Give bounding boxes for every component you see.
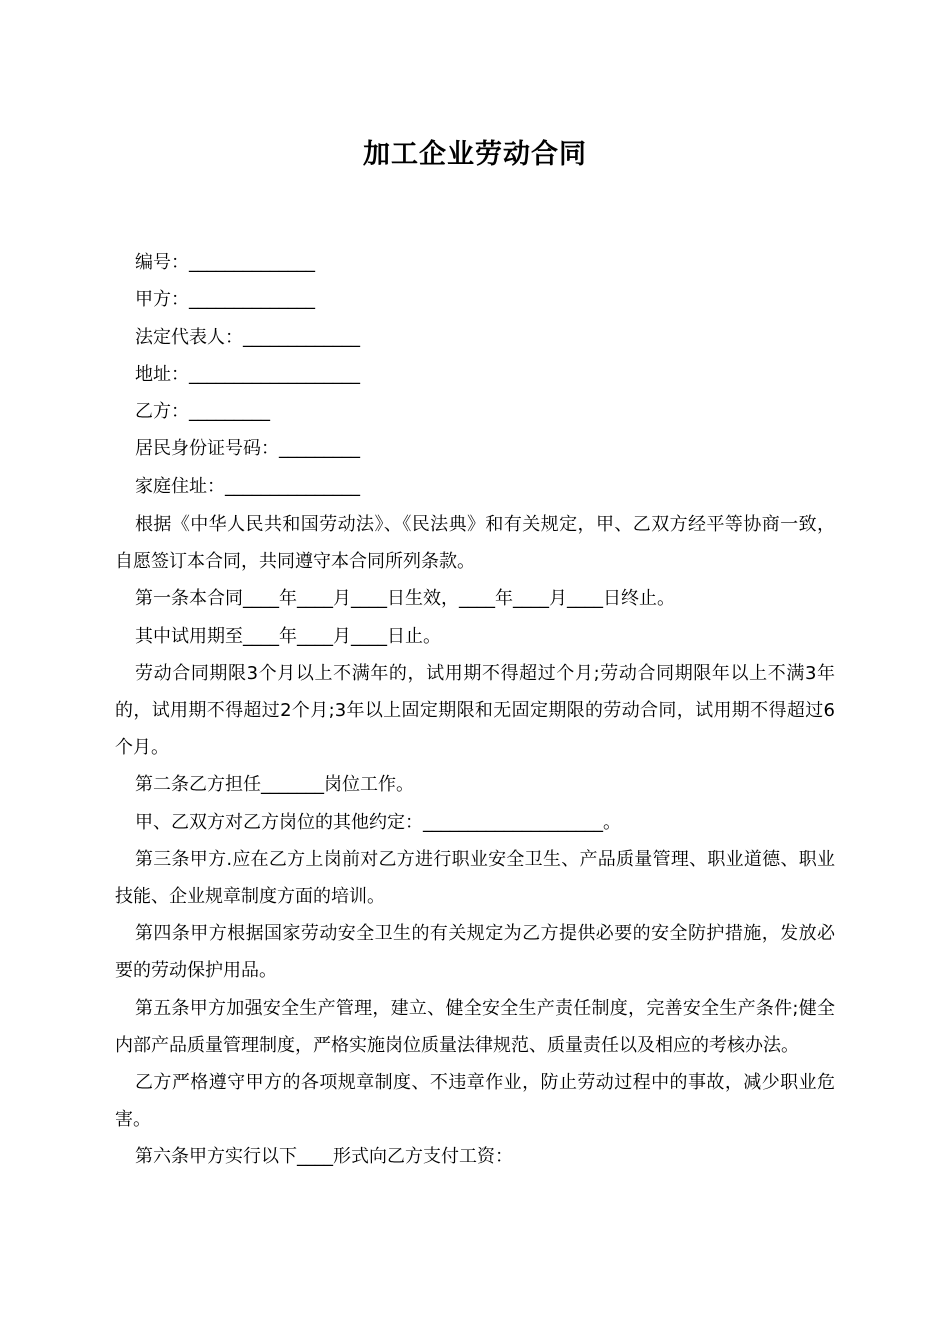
paragraph-article-2: 第二条乙方担任_______岗位工作。 [135, 774, 414, 796]
paragraph-party-b-obligations: 乙方严格遵守甲方的各项规章制度、不违章作业，防止劳动过程中的事故，减少职业危害。 [115, 1072, 835, 1131]
paragraph-article-4: 第四条甲方根据国家劳动安全卫生的有关规定为乙方提供必要的安全防护措施，发放必要的劳动保护用品。 [115, 923, 835, 982]
field-party-a: 甲方：______________ [135, 289, 315, 310]
field-party-b: 乙方：_________ [135, 401, 270, 422]
field-home-address: 家庭住址：_______________ [135, 476, 360, 497]
paragraph-article-6: 第六条甲方实行以下____形式向乙方支付工资： [135, 1146, 513, 1168]
field-number: 编号：______________ [135, 252, 315, 273]
contract-body [115, 506, 835, 1176]
paragraph-article-5: 第五条甲方加强安全生产管理，建立、健全安全生产责任制度，完善安全生产条件;健全内部产品质量管理制度，严格实施岗位质量法律规范、质量责任以及相应的考核办法。 [115, 997, 835, 1056]
paragraph-article-1: 第一条本合同____年____月____日生效，____年____月____日终止。 [135, 588, 675, 610]
document-title: 加工企业劳动合同 [363, 139, 587, 170]
paragraph-preamble: 根据《中华人民共和国劳动法》、《民法典》和有关规定，甲、乙双方经平等协商一致，自愿签订本合同，共同遵守本合同所列条款。 [115, 514, 835, 573]
paragraph-probation-rules: 劳动合同期限3个月以上不满年的，试用期不得超过个月;劳动合同期限年以上不满3年的，试用期不得超过2个月;3年以上固定期限和无固定期限的劳动合同，试用期不得超过6个月。 [115, 662, 835, 759]
field-id-number: 居民身份证号码：_________ [135, 438, 360, 459]
field-legal-representative: 法定代表人：_____________ [135, 327, 360, 348]
field-address: 地址：___________________ [135, 364, 360, 385]
paragraph-probation-period: 其中试用期至____年____月____日止。 [135, 625, 441, 647]
paragraph-article-3: 第三条甲方.应在乙方上岗前对乙方进行职业安全卫生、产品质量管理、职业道德、职业技能、企业规章制度方面的培训。 [115, 848, 835, 908]
paragraph-other-agreements: 甲、乙双方对乙方岗位的其他约定：____________________。 [135, 811, 621, 833]
